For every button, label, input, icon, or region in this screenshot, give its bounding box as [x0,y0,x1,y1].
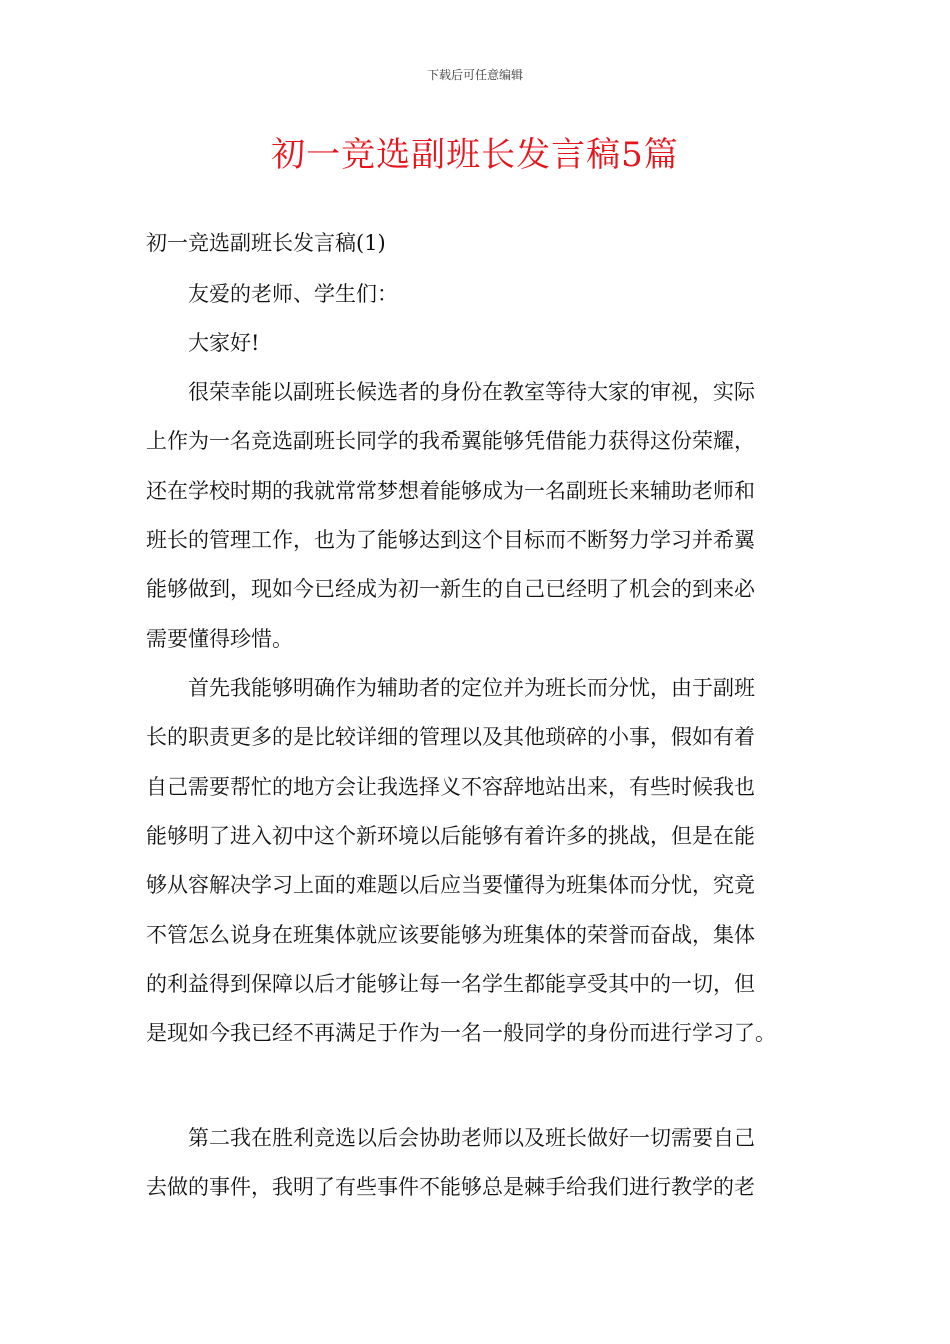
paragraph-line: 的利益得到保障以后才能够让每一名学生都能享受其中的一切，但 [146,972,755,996]
document-title: 初一竞选副班长发言稿5篇 [271,135,679,175]
paragraph-line: 需要懂得珍惜。 [146,627,293,651]
greeting: 大家好! [188,331,260,355]
header-note: 下载后可任意编辑 [426,68,523,82]
paragraph-line: 还在学校时期的我就常常梦想着能够成为一名副班长来辅助老师和 [146,479,755,503]
paragraph-line: 很荣幸能以副班长候选者的身份在教室等待大家的审视，实际 [188,380,755,404]
paragraph-line: 是现如今我已经不再满足于作为一名一般同学的身份而进行学习了。 [146,1021,776,1045]
section-subtitle: 初一竞选副班长发言稿(1) [146,231,386,255]
paragraph-line: 自己需要帮忙的地方会让我选择义不容辞地站出来，有些时候我也 [146,775,755,799]
paragraph-line: 长的职责更多的是比较详细的管理以及其他琐碎的小事，假如有着 [146,725,755,749]
paragraph-line: 能够做到，现如今已经成为初一新生的自己已经明了机会的到来必 [146,577,755,601]
paragraph-line: 能够明了进入初中这个新环境以后能够有着许多的挑战，但是在能 [146,824,755,848]
salutation: 友爱的老师、学生们： [188,282,398,306]
paragraph-line: 去做的事件，我明了有些事件不能够总是棘手给我们进行教学的老 [146,1175,755,1199]
paragraph-line: 不管怎么说身在班集体就应该要能够为班集体的荣誉而奋战，集体 [146,923,755,947]
paragraph-line: 班长的管理工作，也为了能够达到这个目标而不断努力学习并希翼 [146,528,755,552]
paragraph-line: 上作为一名竞选副班长同学的我希翼能够凭借能力获得这份荣耀， [146,429,755,453]
paragraph-line: 够从容解决学习上面的难题以后应当要懂得为班集体而分忧，究竟 [146,873,755,897]
paragraph-line: 第二我在胜利竞选以后会协助老师以及班长做好一切需要自己 [188,1126,755,1150]
paragraph-line: 首先我能够明确作为辅助者的定位并为班长而分忧，由于副班 [188,676,755,700]
